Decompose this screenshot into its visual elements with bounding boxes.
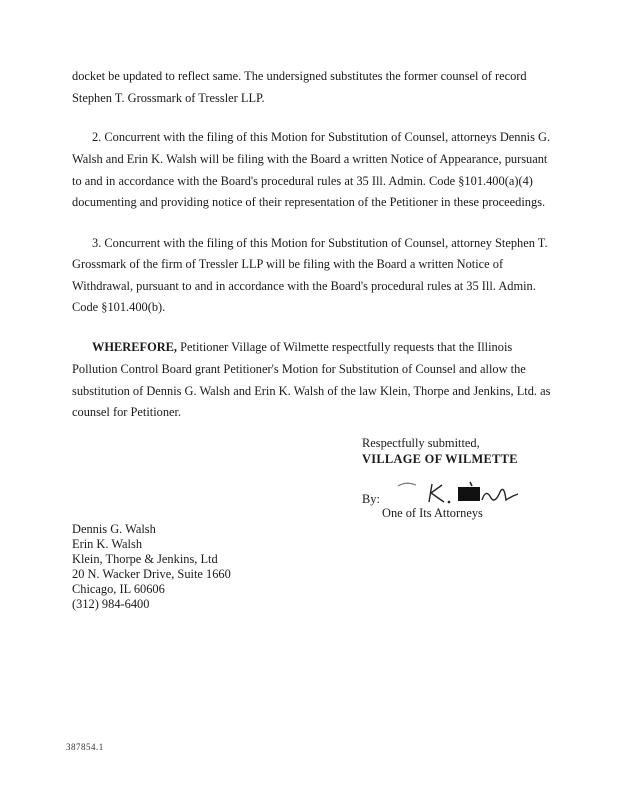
- counsel-city: Chicago, IL 60606: [72, 582, 165, 596]
- paragraph-2-line-4: documenting and providing notice of their representation of the Petitioner in these proceedings.: [72, 195, 546, 209]
- wherefore-line-2: Pollution Control Board grant Petitioner's Motion for Substitution of Counsel and allow the: [72, 362, 526, 376]
- signature-role: One of Its Attorneys: [382, 506, 483, 520]
- wherefore-line-4: counsel for Petitioner.: [72, 405, 182, 419]
- wherefore-line-1: [92, 340, 512, 354]
- counsel-address: 20 N. Wacker Drive, Suite 1660: [72, 567, 231, 581]
- paragraph-3-line-4: Code §101.400(b).: [72, 300, 166, 314]
- paragraph-3-line-1: 3. Concurrent with the filing of this Motion for Substitution of Counsel, attorney Stephen T.: [92, 236, 548, 250]
- wherefore-line-3: substitution of Dennis G. Walsh and Erin K. Walsh of the law Klein, Thorpe and Jenkins, Ltd. as: [72, 384, 551, 398]
- paragraph-continued-line-1: docket be updated to reflect same. The undersigned substitutes the former counsel of record: [72, 69, 527, 83]
- wherefore-line-1-text: Petitioner Village of Wilmette respectfully requests that the Illinois: [177, 340, 513, 354]
- signature-closing: Respectfully submitted,: [362, 436, 480, 450]
- document-id: 387854.1: [66, 742, 104, 752]
- paragraph-3-line-2: Grossmark of the firm of Tressler LLP will be filing with the Board a written Notice of: [72, 257, 504, 271]
- counsel-name-2: Erin K. Walsh: [72, 537, 143, 551]
- counsel-firm: Klein, Thorpe & Jenkins, Ltd: [72, 552, 218, 566]
- paragraph-2-line-2: Walsh and Erin K. Walsh will be filing with the Board a written Notice of Appearance, pursuant: [72, 152, 548, 166]
- counsel-phone: (312) 984-6400: [72, 597, 150, 611]
- signature-by-label: By:: [362, 492, 380, 506]
- paragraph-2-line-3: to and in accordance with the Board's procedural rules at 35 Ill. Admin. Code §101.400(a)(4): [72, 174, 533, 188]
- paragraph-2-line-1: 2. Concurrent with the filing of this Motion for Substitution of Counsel, attorneys Dennis G.: [92, 130, 551, 144]
- wherefore-lead: WHEREFORE,: [92, 340, 178, 354]
- handwritten-signature: [392, 478, 542, 508]
- paragraph-3-line-3: Withdrawal, pursuant to and in accordance with the Board's procedural rules at 35 Ill. Admin.: [72, 279, 536, 293]
- signature-party: VILLAGE OF WILMETTE: [362, 452, 518, 466]
- counsel-name-1: Dennis G. Walsh: [72, 522, 156, 536]
- paragraph-continued-line-2: Stephen T. Grossmark of Tressler LLP.: [72, 91, 265, 105]
